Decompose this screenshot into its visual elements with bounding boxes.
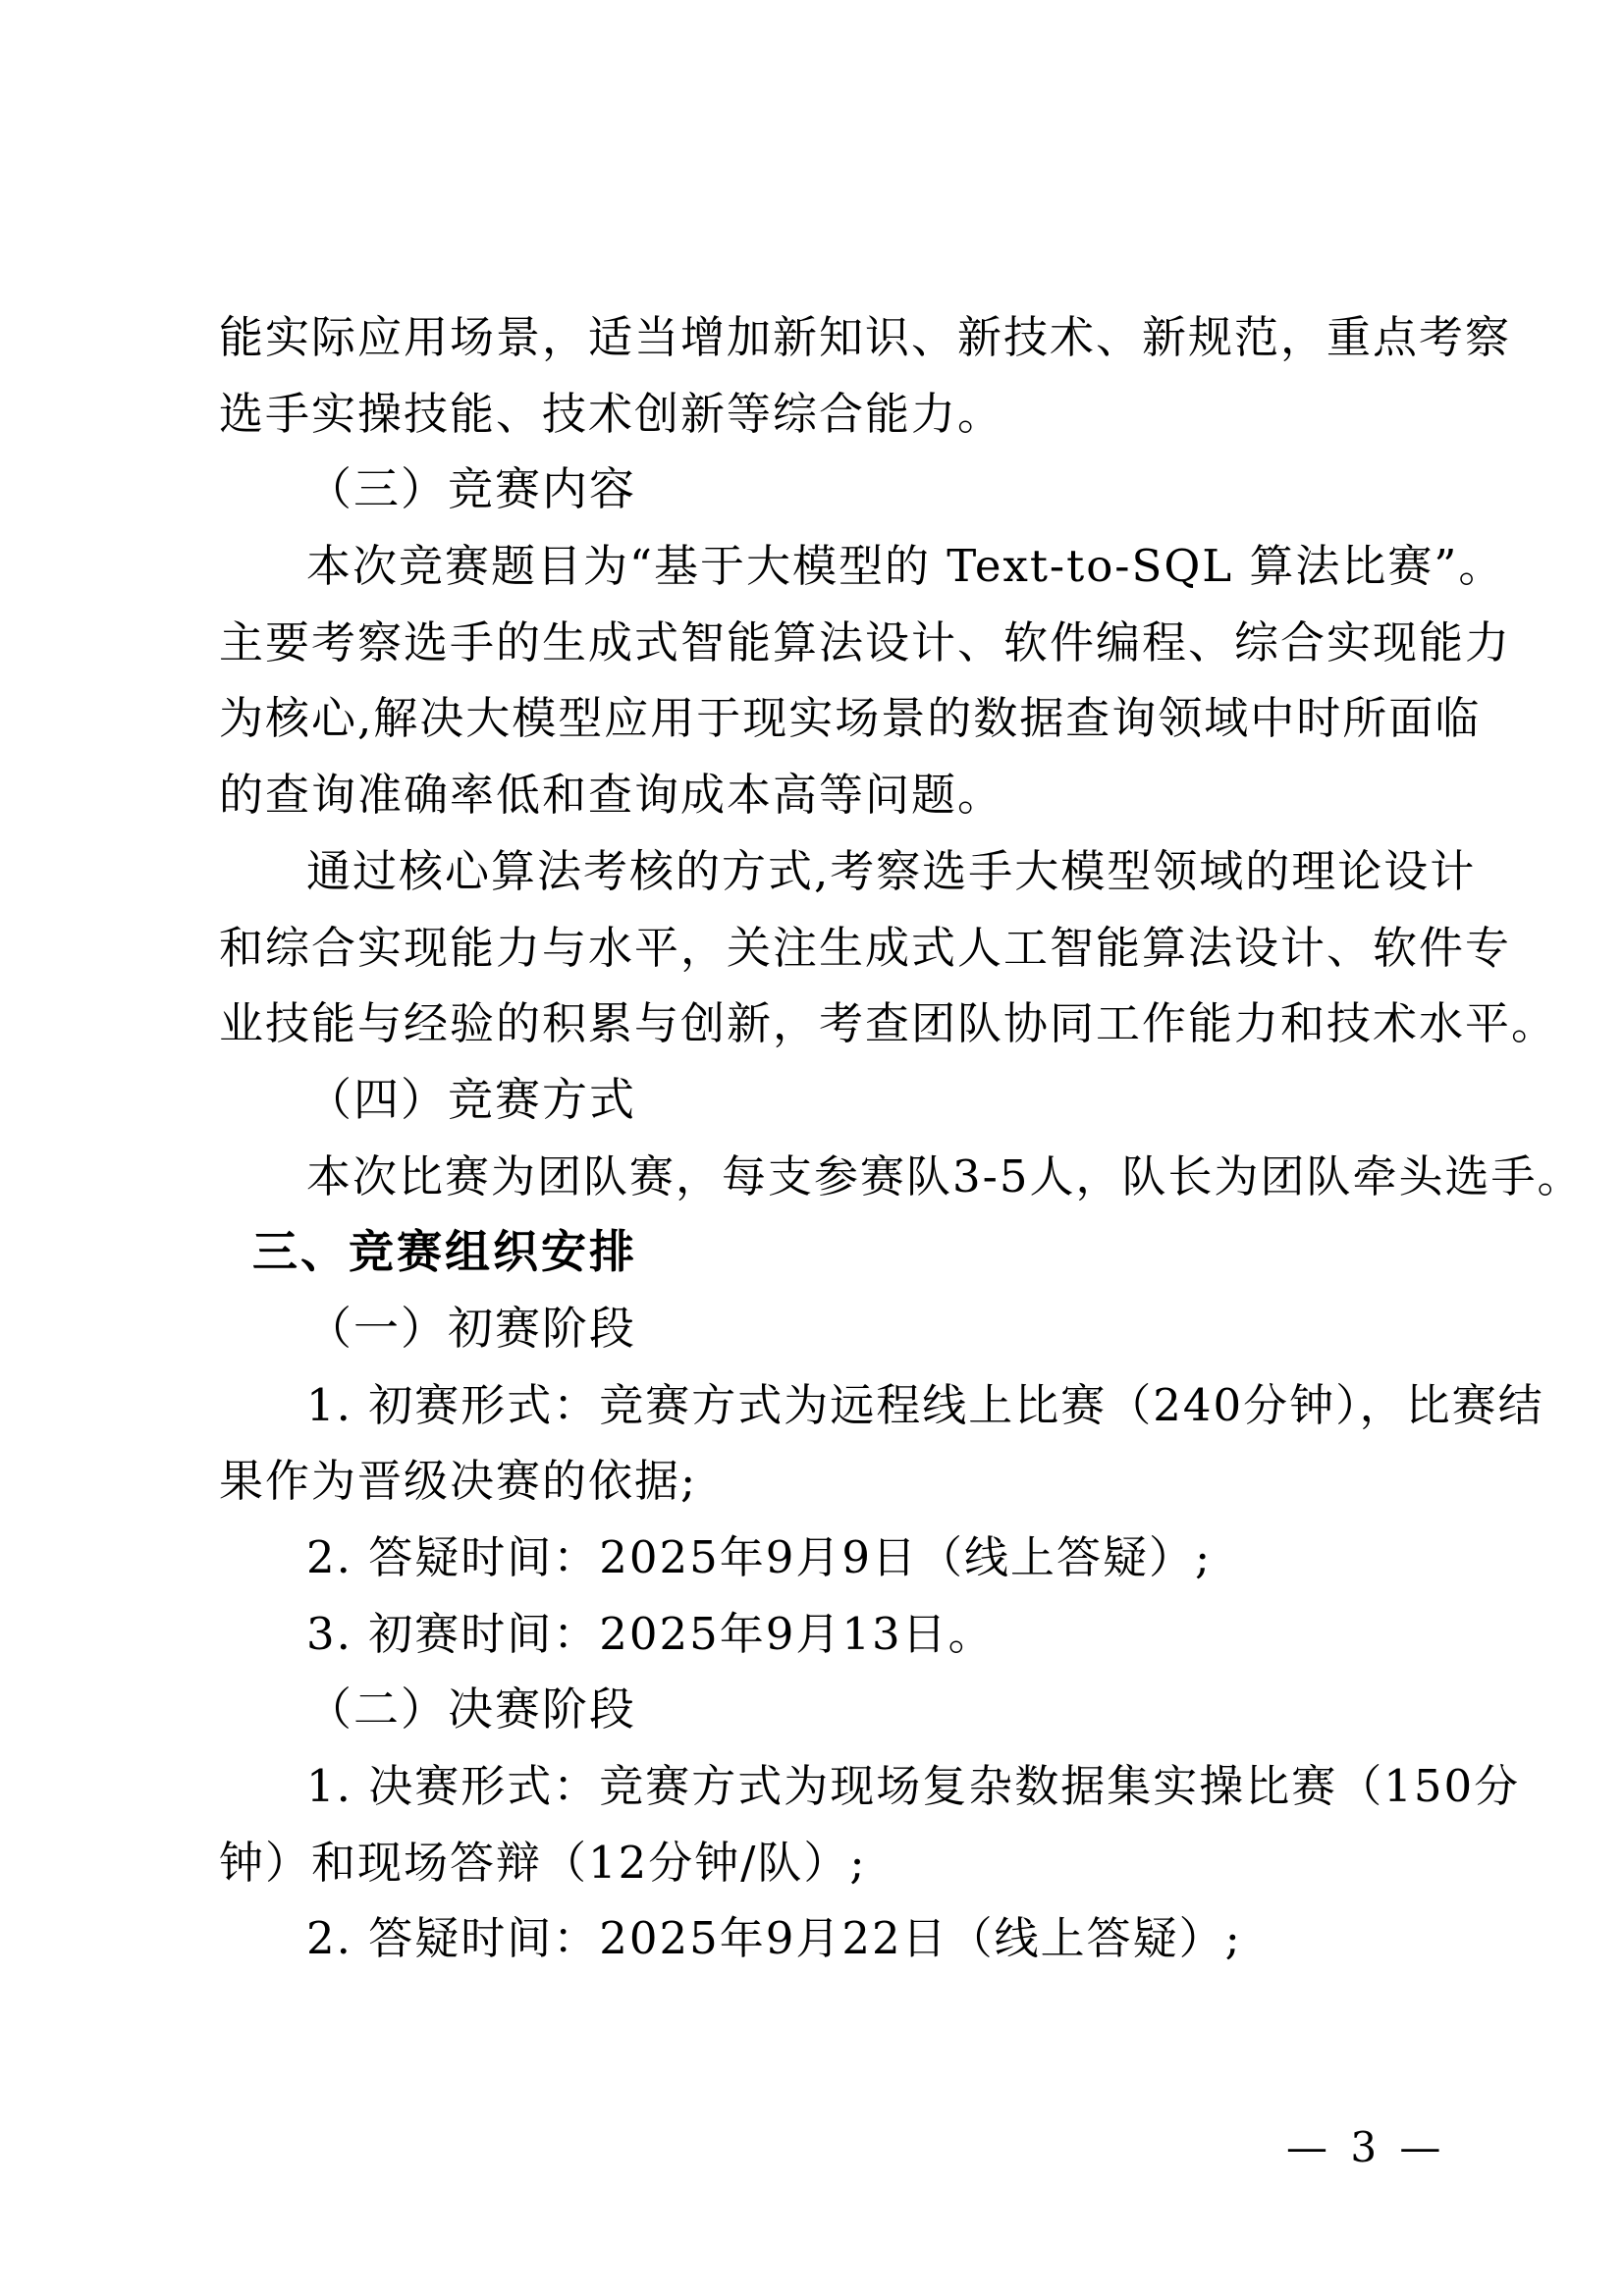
text-line-1: 能实际应用场景，适当增加新知识、新技术、新规范，重点考察	[219, 311, 1512, 363]
page-number: — 3 —	[1286, 2123, 1446, 2171]
text-line-4: 本次竞赛题目为“基于大模型的 Text-to-SQL 算法比赛”。	[306, 540, 1505, 593]
text-line-15: 1. 初赛形式：竞赛方式为远程线上比赛（240分钟），比赛结	[306, 1378, 1544, 1431]
text-line-21: 钟）和现场答辩（12分钟/队）;	[219, 1836, 867, 1889]
text-line-7: 的查询准确率低和查询成本高等问题。	[219, 769, 1004, 822]
text-line-10: 业技能与经验的积累与创新，考查团队协同工作能力和技术水平。	[219, 997, 1558, 1050]
text-line-17: 2. 答疑时间：2025年9月9日（线上答疑）;	[306, 1531, 1213, 1583]
text-line-11: （四）竞赛方式	[306, 1072, 636, 1126]
text-line-20: 1. 决赛形式：竞赛方式为现场复杂数据集实操比赛（150分	[306, 1760, 1521, 1813]
text-line-13: 三、竞赛组织安排	[252, 1225, 637, 1279]
text-line-18: 3. 初赛时间：2025年9月13日。	[306, 1607, 995, 1660]
text-line-5: 主要考察选手的生成式智能算法设计、软件编程、综合实现能力	[219, 615, 1512, 668]
text-line-3: （三）竞赛内容	[306, 462, 636, 516]
text-line-22: 2. 答疑时间：2025年9月22日（线上答疑）;	[306, 1912, 1242, 1965]
text-line-19: （二）决赛阶段	[306, 1682, 636, 1736]
text-line-2: 选手实操技能、技术创新等综合能力。	[219, 387, 1004, 440]
text-line-6: 为核心,解决大模型应用于现实场景的数据查询领域中时所面临	[219, 692, 1482, 745]
document-body	[219, 299, 1584, 1977]
text-line-14: （一）初赛阶段	[306, 1301, 636, 1355]
text-line-8: 通过核心算法考核的方式,考察选手大模型领域的理论设计	[306, 844, 1477, 897]
text-line-12: 本次比赛为团队赛，每支参赛队3-5人，队长为团队牵头选手。	[306, 1149, 1584, 1202]
text-line-16: 果作为晋级决赛的依据;	[219, 1455, 698, 1508]
text-line-9: 和综合实现能力与水平，关注生成式人工智能算法设计、软件专	[219, 921, 1512, 974]
